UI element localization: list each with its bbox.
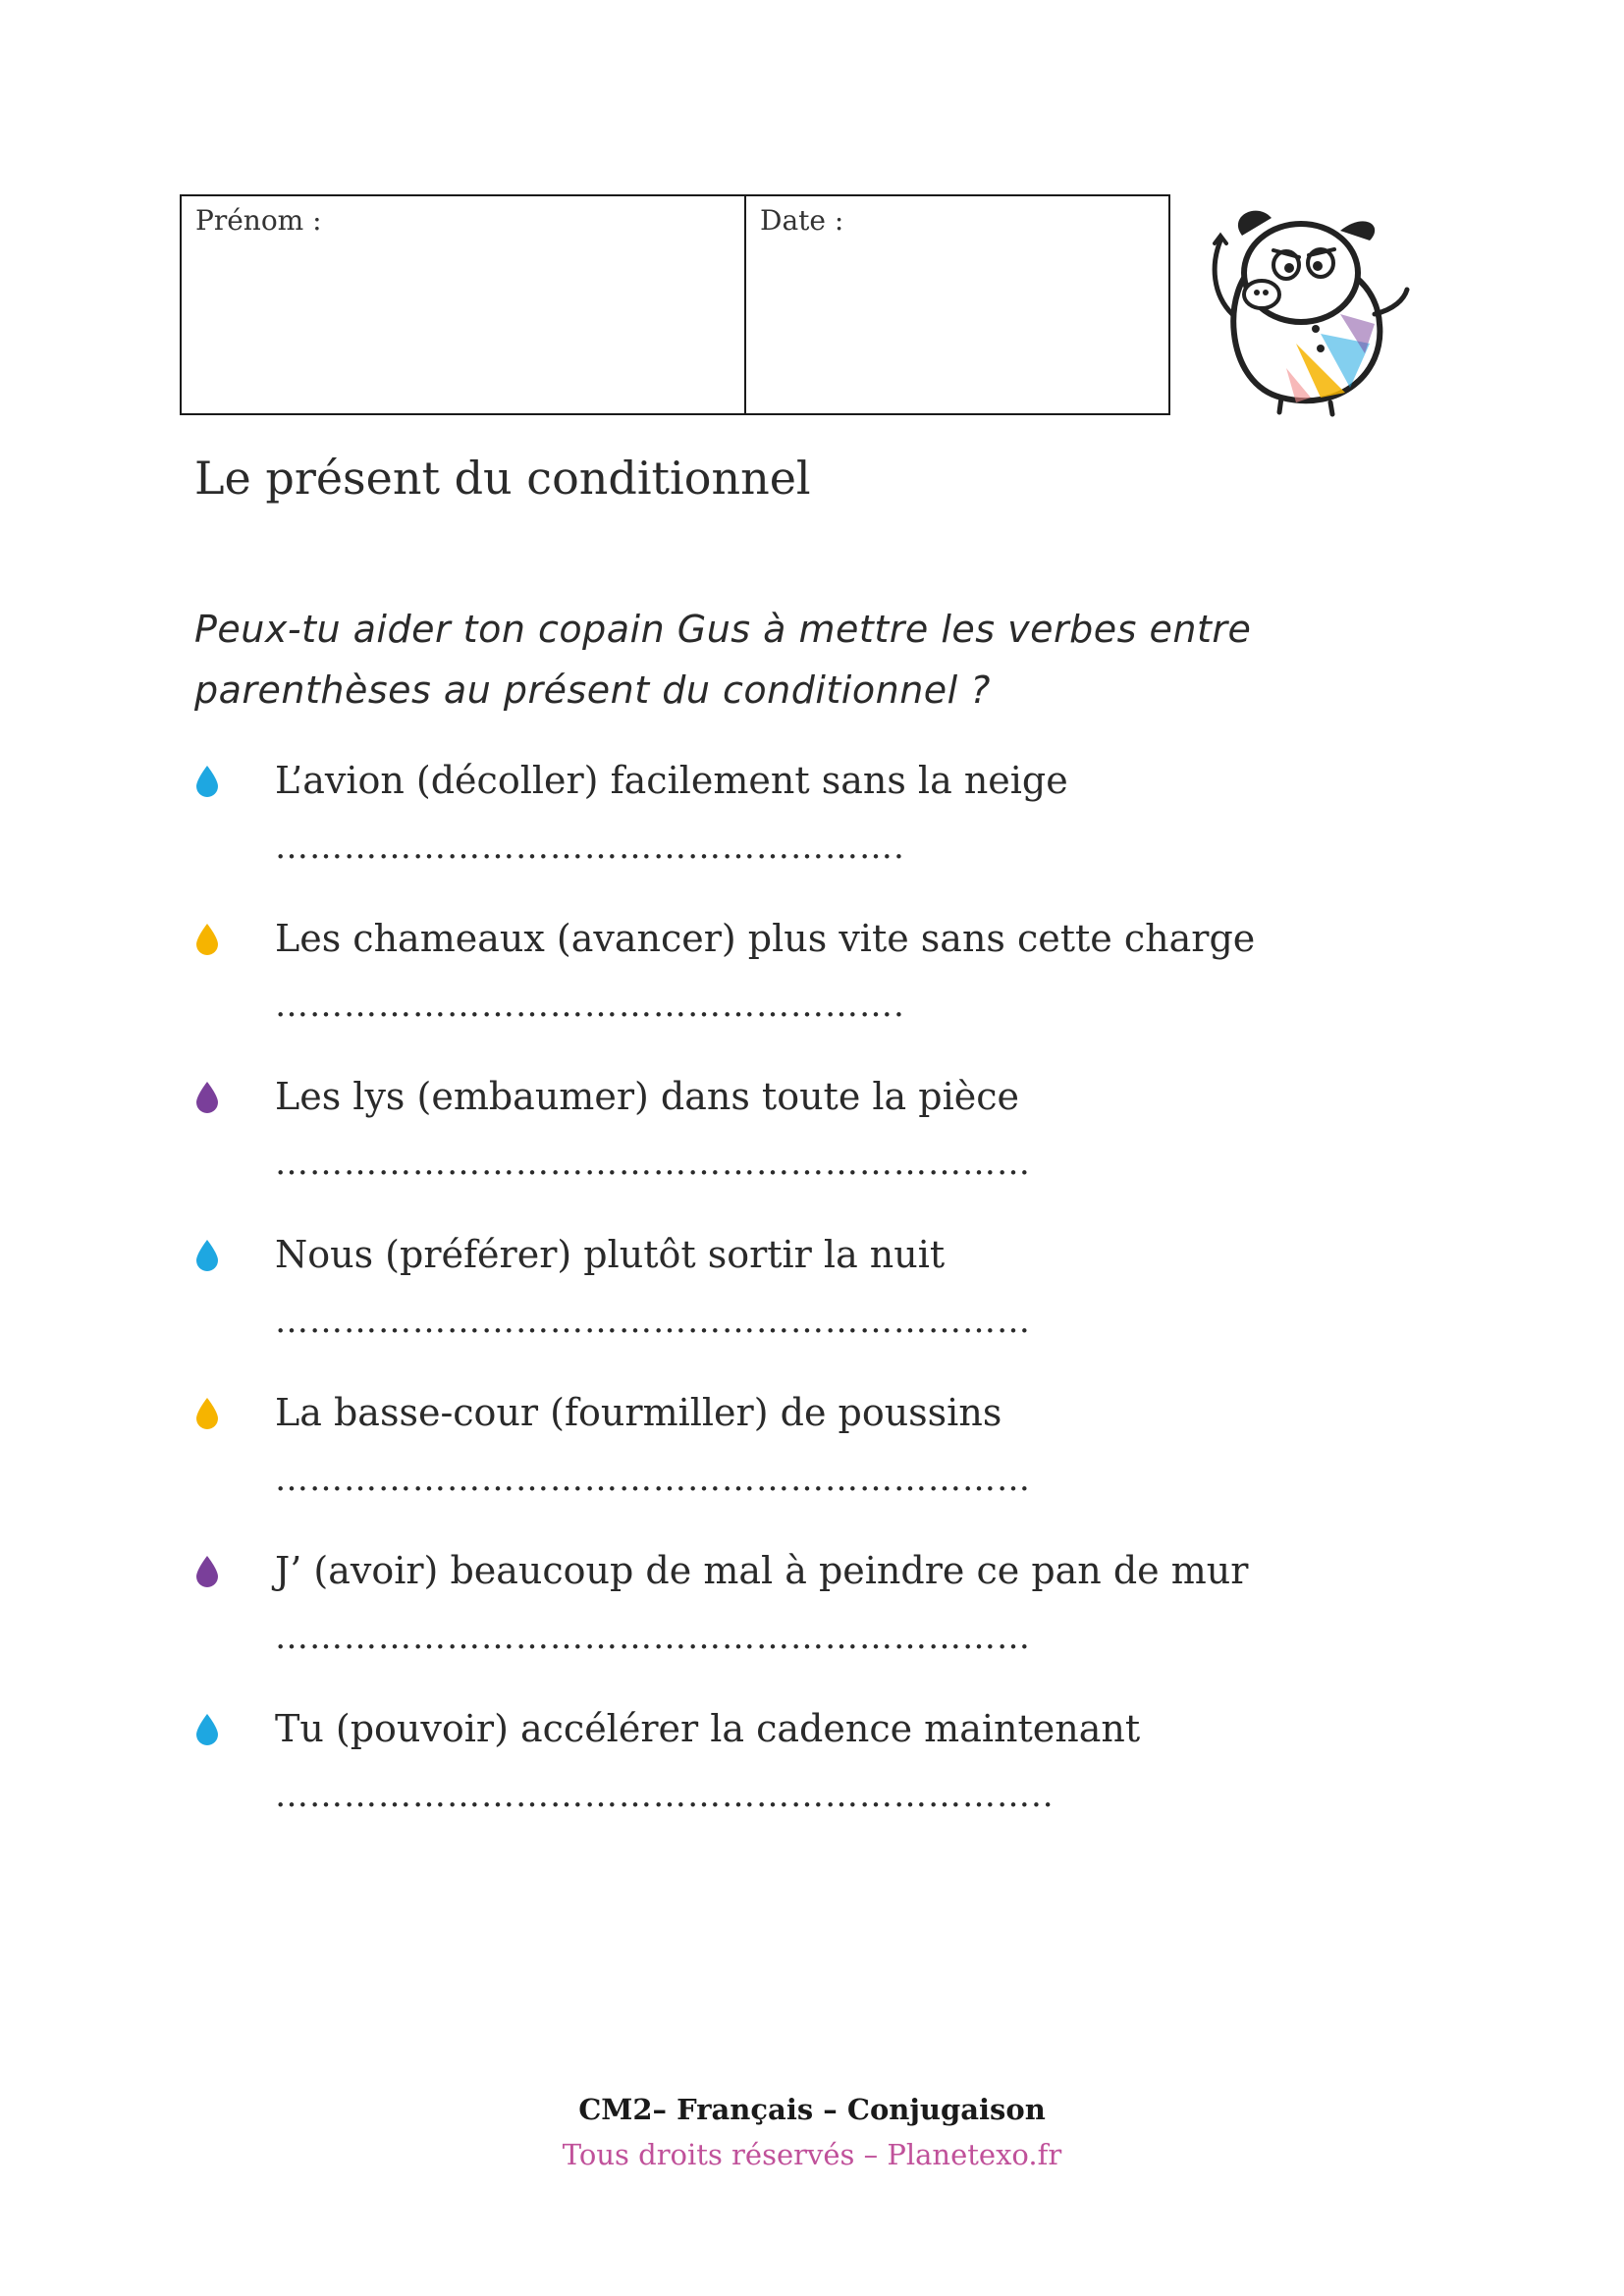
exercise-instruction: Peux-tu aider ton copain Gus à mettre les verbes entre parenthèses au présent du conditionnel ? [194, 608, 1252, 712]
answer-line[interactable]: ………………………………………………. [275, 828, 905, 867]
answer-line[interactable]: ………………………………………………………….. [275, 1776, 1055, 1815]
date-field[interactable] [746, 196, 1168, 413]
drop-bullet-icon [194, 1080, 220, 1113]
exercise-sentence: J’ (avoir) beaucoup de mal à peindre ce pan de mur [275, 1549, 1249, 1592]
exercise-sentence: Les chameaux (avancer) plus vite sans cette charge [275, 917, 1256, 960]
student-info-box [180, 194, 1170, 415]
list-item [0, 1546, 1624, 1704]
list-item [0, 1230, 1624, 1388]
answer-line[interactable]: ………………………………………………………… [275, 1460, 1031, 1499]
drop-bullet-icon [194, 1396, 220, 1429]
list-item [0, 1388, 1624, 1546]
drop-bullet-icon [194, 922, 220, 955]
drop-bullet-icon [194, 764, 220, 797]
exercise-sentence: Tu (pouvoir) accélérer la cadence maintenant [275, 1707, 1141, 1750]
drop-bullet-icon [194, 1238, 220, 1271]
page-title: Le présent du conditionnel [194, 452, 811, 505]
name-label: Prénom : [195, 204, 322, 237]
drop-bullet-icon [194, 1712, 220, 1745]
answer-line[interactable]: ………………………………………………………… [275, 1302, 1031, 1341]
list-item [0, 1072, 1624, 1230]
exercise-sentence: Les lys (embaumer) dans toute la pièce [275, 1075, 1020, 1118]
date-label: Date : [760, 204, 844, 237]
footer-course: CM2– Français – Conjugaison [578, 2093, 1046, 2126]
exercise-sentence: Nous (préférer) plutôt sortir la nuit [275, 1233, 946, 1276]
sheep-mascot-icon [1203, 196, 1414, 417]
exercise-sentence: L’avion (décoller) facilement sans la neige [275, 759, 1068, 802]
exercise-sentence: La basse-cour (fourmiller) de poussins [275, 1391, 1002, 1434]
answer-line[interactable]: ………………………………………………………… [275, 1618, 1031, 1657]
list-item [0, 1704, 1624, 1862]
drop-bullet-icon [194, 1554, 220, 1587]
footer-rights: Tous droits réservés – Planetexo.fr [562, 2138, 1062, 2171]
answer-line[interactable]: ………………………………………………………… [275, 1144, 1031, 1183]
answer-line[interactable]: ………………………………………………. [275, 986, 905, 1025]
name-field[interactable] [182, 196, 746, 413]
list-item [0, 914, 1624, 1072]
list-item [0, 756, 1624, 914]
